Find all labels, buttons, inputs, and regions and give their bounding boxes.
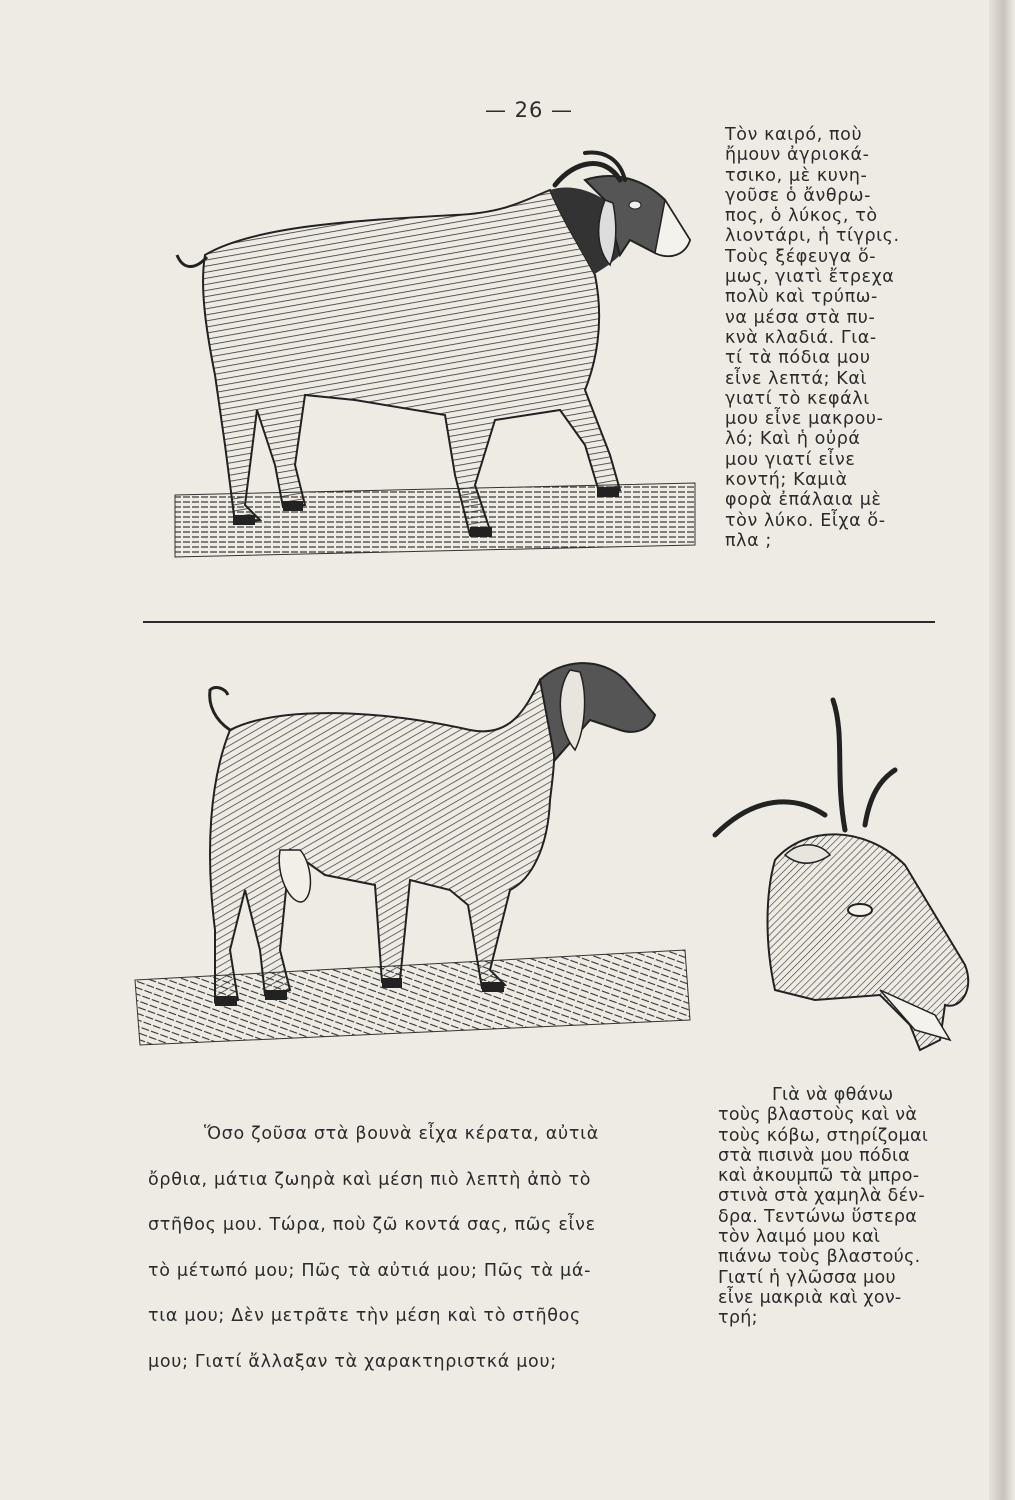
text-line: μου; Γιατί ἄλλαξαν τὰ χαρακτηριστκά μου; xyxy=(148,1351,557,1372)
text-line: τοὺς βλαστοὺς καὶ νὰ xyxy=(718,1105,918,1126)
binding-edge xyxy=(989,0,1015,1500)
text-line: Γιατί ἡ γλῶσσα μου xyxy=(718,1267,896,1288)
text-line: ὄρθια, μάτια ζωηρὰ καὶ μέση πιὸ λεπτὴ ἀπὸ τὸ xyxy=(148,1169,592,1190)
text-line: Τὸν καιρό, ποὺ xyxy=(725,125,863,145)
text-line: γιατί τὸ κεφάλι xyxy=(725,388,870,409)
text-line: τσικο, μὲ κυνη- xyxy=(725,165,868,186)
text-line: ἤμουν ἀγριοκά- xyxy=(725,145,870,166)
text-line: εἶνε μακριὰ καὶ χον- xyxy=(718,1287,902,1308)
text-line: τοὺς κόβω, στηρίζομαι xyxy=(718,1125,929,1146)
text-line: φορὰ ἐπάλαια μὲ xyxy=(725,490,882,511)
text-line: τὸ μέτωπό μου; Πῶς τὰ αὐτιά μου; Πῶς τὰ μά- xyxy=(148,1260,592,1281)
text-line: Ὅσο ζοῦσα στὰ βουνὰ εἶχα κέρατα, αὐτιὰ xyxy=(204,1124,599,1144)
text-line: γοῦσε ὁ ἄνθρω- xyxy=(725,185,872,206)
text-line: τί τὰ πόδια μου xyxy=(725,348,871,369)
text-line: στῆθος μου. Τώρα, ποὺ ζῶ κοντά σας, πῶς εἶνε xyxy=(148,1215,596,1235)
text-line: πλα ; xyxy=(725,530,772,551)
top-column-text xyxy=(725,125,940,551)
text-line: πολὺ καὶ τρύπω- xyxy=(725,287,878,308)
text-line: τια μου; Δὲν μετρᾶτε τὴν μέση καὶ τὸ στῆθος xyxy=(148,1306,582,1326)
wild-goat-illustration xyxy=(165,145,710,565)
text-line: να μέσα στὰ πυ- xyxy=(725,307,876,328)
page-number: — 26 — xyxy=(484,98,574,122)
text-line: Γιὰ νὰ φθάνω xyxy=(772,1085,894,1105)
text-line: κνὰ κλαδιά. Για- xyxy=(725,327,877,348)
bottom-column-text xyxy=(148,1112,708,1385)
text-line: πος, ὁ λύκος, τὸ xyxy=(725,206,878,227)
text-line: τὸν λαιμό μου καὶ xyxy=(718,1227,881,1248)
goat-head-illustration xyxy=(705,695,985,1065)
text-line: κοντή; Καμιὰ xyxy=(725,470,848,491)
text-line: πιάνω τοὺς βλαστούς. xyxy=(718,1247,921,1268)
text-line: τρή; xyxy=(718,1308,758,1329)
text-line: Τοὺς ξέφευγα ὅ- xyxy=(725,246,877,267)
text-line: στὰ πισινὰ μου πόδια xyxy=(718,1145,911,1166)
text-line: λιοντάρι, ἡ τίγρις. xyxy=(725,226,900,247)
text-line: λό; Καὶ ἡ οὐρά xyxy=(725,429,861,450)
right-column-text xyxy=(718,1085,958,1329)
text-line: τὸν λύκο. Εἶχα ὅ- xyxy=(725,510,886,531)
text-line: μως, γιατὶ ἔτρεχα xyxy=(725,267,895,288)
domestic-goat-illustration xyxy=(130,650,695,1060)
section-divider xyxy=(143,621,935,623)
text-line: μου γιατί εἶνε xyxy=(725,449,856,470)
text-line: εἶνε λεπτά; Καὶ xyxy=(725,368,867,389)
text-line: στινὰ στὰ χαμηλὰ δέν- xyxy=(718,1186,926,1207)
text-line: καὶ ἀκουμπῶ τὰ μπρο- xyxy=(718,1166,920,1187)
text-line: μου εἶνε μακρου- xyxy=(725,409,884,430)
text-line: δρα. Τεντώνω ὕστερα xyxy=(718,1206,918,1227)
